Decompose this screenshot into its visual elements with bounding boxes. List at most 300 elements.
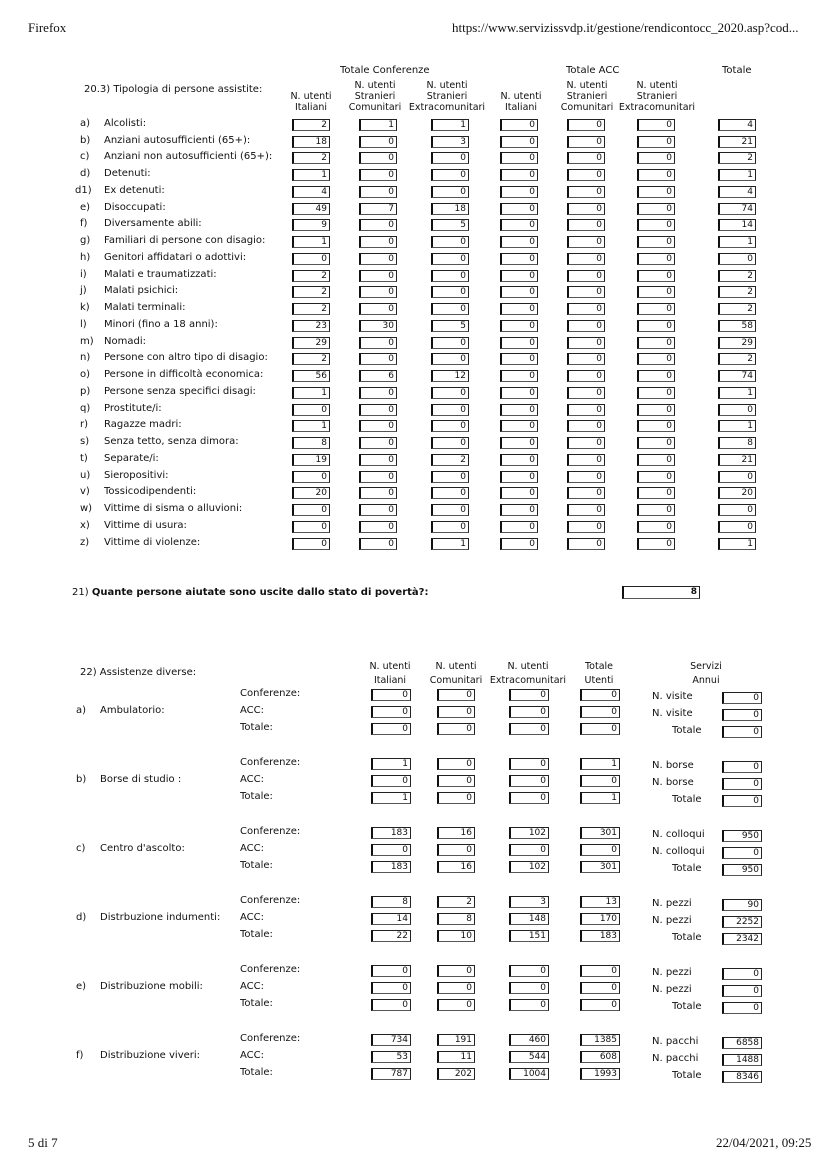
count-field[interactable]: 0 bbox=[371, 844, 411, 856]
count-field[interactable]: 0 bbox=[431, 303, 469, 315]
total-field: 2 bbox=[718, 152, 756, 164]
annual-services-field: 2342 bbox=[722, 933, 762, 945]
count-field[interactable]: 8 bbox=[437, 913, 475, 925]
count-field[interactable]: 0 bbox=[292, 404, 330, 416]
count-field[interactable]: 0 bbox=[371, 982, 411, 994]
count-field[interactable]: 0 bbox=[567, 219, 605, 231]
count-field[interactable]: 0 bbox=[500, 119, 538, 131]
count-field[interactable]: 0 bbox=[567, 286, 605, 298]
count-field[interactable]: 0 bbox=[567, 387, 605, 399]
count-field[interactable]: 0 bbox=[637, 219, 675, 231]
count-field[interactable]: 0 bbox=[437, 965, 475, 977]
count-field: 1 bbox=[371, 792, 411, 804]
row-code: v) bbox=[80, 486, 90, 498]
count-field[interactable]: 0 bbox=[371, 689, 411, 701]
count-field[interactable]: 0 bbox=[431, 152, 469, 164]
row-label: Alcolisti: bbox=[104, 118, 147, 129]
annual-services-field[interactable]: 0 bbox=[722, 778, 762, 790]
total-users-field[interactable]: 170 bbox=[580, 913, 620, 925]
count-field[interactable]: 0 bbox=[567, 337, 605, 349]
column-header-line: Stranieri bbox=[354, 91, 396, 102]
count-field[interactable]: 1 bbox=[431, 538, 469, 550]
count-field[interactable]: 0 bbox=[431, 286, 469, 298]
row-label: Tossicodipendenti: bbox=[104, 486, 197, 498]
count-field[interactable]: 0 bbox=[637, 286, 675, 298]
total-label: Totale bbox=[672, 863, 702, 874]
page-number: 5 di 7 bbox=[28, 1135, 58, 1150]
total-users-field: 1 bbox=[580, 792, 620, 804]
total-field: 2 bbox=[718, 286, 756, 298]
count-field[interactable]: 0 bbox=[567, 320, 605, 332]
count-field[interactable]: 0 bbox=[359, 286, 397, 298]
row-code: w) bbox=[80, 503, 93, 515]
count-field[interactable]: 0 bbox=[500, 404, 538, 416]
count-field[interactable]: 0 bbox=[567, 270, 605, 282]
count-field[interactable]: 0 bbox=[359, 504, 397, 516]
count-field[interactable]: 0 bbox=[637, 337, 675, 349]
count-field[interactable]: 7 bbox=[359, 203, 397, 215]
unit-label: N. colloqui bbox=[652, 846, 705, 857]
count-field[interactable]: 0 bbox=[500, 203, 538, 215]
row-label: Sieropositivi: bbox=[104, 469, 169, 481]
total-users-field: 183 bbox=[580, 930, 620, 942]
count-field[interactable]: 734 bbox=[371, 1034, 411, 1046]
group-header-totale: Totale bbox=[722, 65, 752, 76]
row-label: Persone senza specifici disagi: bbox=[104, 385, 256, 397]
row-type-label: Conferenze: bbox=[240, 826, 301, 837]
count-field[interactable]: 0 bbox=[637, 136, 675, 148]
unit-label: N. pezzi bbox=[652, 984, 692, 995]
count-field: 151 bbox=[509, 930, 549, 942]
count-field[interactable]: 0 bbox=[359, 538, 397, 550]
count-field[interactable]: 0 bbox=[500, 169, 538, 181]
annual-services-field[interactable]: 90 bbox=[722, 899, 762, 911]
count-field[interactable]: 0 bbox=[567, 404, 605, 416]
count-field[interactable]: 0 bbox=[359, 387, 397, 399]
column-header-line: Comunitari bbox=[560, 102, 614, 113]
count-field[interactable]: 0 bbox=[292, 253, 330, 265]
count-field[interactable]: 0 bbox=[359, 152, 397, 164]
count-field[interactable]: 0 bbox=[500, 437, 538, 449]
count-field[interactable]: 0 bbox=[431, 169, 469, 181]
count-field[interactable]: 0 bbox=[431, 353, 469, 365]
count-field[interactable]: 0 bbox=[567, 236, 605, 248]
count-field[interactable]: 0 bbox=[637, 387, 675, 399]
count-field[interactable]: 0 bbox=[567, 521, 605, 533]
group-name: Borse di studio : bbox=[100, 774, 182, 785]
count-field[interactable]: 12 bbox=[431, 370, 469, 382]
total-users-field[interactable]: 13 bbox=[580, 896, 620, 908]
count-field[interactable]: 5 bbox=[431, 219, 469, 231]
column-header-line: Italiani bbox=[294, 102, 328, 113]
count-field[interactable]: 0 bbox=[431, 521, 469, 533]
count-field[interactable]: 0 bbox=[359, 219, 397, 231]
count-field[interactable]: 0 bbox=[500, 471, 538, 483]
count-field[interactable]: 0 bbox=[500, 186, 538, 198]
count-field[interactable]: 0 bbox=[637, 236, 675, 248]
count-field: 183 bbox=[371, 861, 411, 873]
column-header-line: Stranieri bbox=[636, 91, 678, 102]
count-field[interactable]: 0 bbox=[567, 119, 605, 131]
row-code: d) bbox=[80, 168, 91, 180]
row-code: t) bbox=[80, 452, 88, 464]
count-field[interactable]: 8 bbox=[292, 437, 330, 449]
row-label: Anziani non autosufficienti (65+): bbox=[104, 151, 273, 163]
unit-label: N. pezzi bbox=[652, 915, 692, 926]
count-field[interactable]: 0 bbox=[431, 487, 469, 499]
unit-label: N. visite bbox=[652, 708, 693, 719]
count-field[interactable]: 30 bbox=[359, 320, 397, 332]
count-field[interactable]: 0 bbox=[437, 689, 475, 701]
count-field[interactable]: 0 bbox=[500, 270, 538, 282]
row-type-label: ACC: bbox=[240, 774, 264, 785]
count-field[interactable]: 0 bbox=[637, 404, 675, 416]
column-header-line: N. utenti bbox=[435, 661, 477, 672]
count-field: 22 bbox=[371, 930, 411, 942]
count-field[interactable]: 0 bbox=[567, 454, 605, 466]
total-users-field[interactable]: 0 bbox=[580, 706, 620, 718]
count-field[interactable]: 0 bbox=[359, 487, 397, 499]
count-field[interactable]: 0 bbox=[567, 152, 605, 164]
count-field[interactable]: 56 bbox=[292, 370, 330, 382]
count-field[interactable]: 0 bbox=[637, 437, 675, 449]
question-number: 21) bbox=[72, 587, 89, 598]
annual-services-field[interactable]: 0 bbox=[722, 761, 762, 773]
count-field[interactable]: 0 bbox=[637, 420, 675, 432]
column-header-line: N. utenti bbox=[290, 91, 332, 102]
count-field[interactable]: 0 bbox=[431, 270, 469, 282]
count-field[interactable]: 0 bbox=[431, 387, 469, 399]
count-field[interactable]: 53 bbox=[371, 1051, 411, 1063]
count-field[interactable]: 1 bbox=[359, 119, 397, 131]
total-users-field[interactable]: 1 bbox=[580, 758, 620, 770]
total-users-field[interactable]: 0 bbox=[580, 844, 620, 856]
annual-services-field[interactable]: 0 bbox=[722, 692, 762, 704]
count-field[interactable]: 2 bbox=[292, 353, 330, 365]
count-field[interactable]: 0 bbox=[359, 236, 397, 248]
annual-services-field[interactable]: 1488 bbox=[722, 1054, 762, 1066]
total-users-field[interactable]: 1385 bbox=[580, 1034, 620, 1046]
count-field[interactable]: 0 bbox=[359, 454, 397, 466]
count-field[interactable]: 2 bbox=[292, 303, 330, 315]
count-field[interactable]: 0 bbox=[371, 775, 411, 787]
count-field[interactable]: 29 bbox=[292, 337, 330, 349]
annual-services-field[interactable]: 0 bbox=[722, 709, 762, 721]
count-field[interactable]: 5 bbox=[431, 320, 469, 332]
count-field[interactable]: 0 bbox=[567, 487, 605, 499]
total-users-field: 1993 bbox=[580, 1068, 620, 1080]
count-field[interactable]: 49 bbox=[292, 203, 330, 215]
count-field[interactable]: 0 bbox=[637, 504, 675, 516]
total-field: 1 bbox=[718, 420, 756, 432]
count-field[interactable]: 0 bbox=[431, 337, 469, 349]
count-field[interactable]: 1 bbox=[292, 236, 330, 248]
count-field[interactable]: 0 bbox=[431, 471, 469, 483]
count-field[interactable]: 0 bbox=[359, 420, 397, 432]
count-field[interactable]: 0 bbox=[567, 186, 605, 198]
annual-services-field[interactable]: 0 bbox=[722, 968, 762, 980]
count-field: 0 bbox=[437, 999, 475, 1011]
total-users-field: 0 bbox=[580, 723, 620, 735]
count-field[interactable]: 0 bbox=[359, 303, 397, 315]
count-field[interactable]: 0 bbox=[500, 370, 538, 382]
count-field[interactable]: 0 bbox=[371, 965, 411, 977]
row-code: a) bbox=[80, 118, 91, 129]
count-field[interactable]: 0 bbox=[437, 758, 475, 770]
count-field[interactable]: 19 bbox=[292, 454, 330, 466]
count-field[interactable]: 183 bbox=[371, 827, 411, 839]
count-field[interactable]: 0 bbox=[292, 538, 330, 550]
unit-label: N. borse bbox=[652, 760, 694, 771]
count-field: 787 bbox=[371, 1068, 411, 1080]
count-field[interactable]: 1 bbox=[371, 758, 411, 770]
count-field[interactable]: 0 bbox=[637, 152, 675, 164]
count-field[interactable]: 0 bbox=[567, 504, 605, 516]
count-field[interactable]: 0 bbox=[359, 270, 397, 282]
total-field: 0 bbox=[718, 521, 756, 533]
count-field[interactable]: 0 bbox=[637, 119, 675, 131]
column-header-line: N. utenti bbox=[426, 80, 468, 91]
count-field[interactable]: 0 bbox=[431, 253, 469, 265]
row-label: Vittime di violenze: bbox=[104, 536, 201, 548]
count-field[interactable]: 20 bbox=[292, 487, 330, 499]
count-field[interactable]: 0 bbox=[437, 844, 475, 856]
group-code: c) bbox=[76, 843, 86, 854]
group-name: Distrbuzione indumenti: bbox=[100, 912, 221, 923]
count-field[interactable]: 0 bbox=[431, 186, 469, 198]
count-field[interactable]: 16 bbox=[437, 827, 475, 839]
annual-services-field[interactable]: 6858 bbox=[722, 1037, 762, 1049]
count-field[interactable]: 0 bbox=[500, 337, 538, 349]
count-field[interactable]: 0 bbox=[509, 982, 549, 994]
count-field[interactable]: 0 bbox=[292, 504, 330, 516]
count-field[interactable]: 0 bbox=[500, 286, 538, 298]
count-field[interactable]: 0 bbox=[431, 404, 469, 416]
group-header-conferenze: Totale Conferenze bbox=[340, 65, 430, 76]
unit-label: N. visite bbox=[652, 691, 693, 702]
count-field[interactable]: 0 bbox=[500, 236, 538, 248]
count-field[interactable]: 0 bbox=[637, 169, 675, 181]
count-field[interactable]: 0 bbox=[637, 471, 675, 483]
count-field[interactable]: 0 bbox=[500, 253, 538, 265]
count-field[interactable]: 0 bbox=[567, 538, 605, 550]
row-code: c) bbox=[80, 151, 90, 163]
count-field[interactable]: 2 bbox=[431, 454, 469, 466]
count-field[interactable]: 1 bbox=[292, 420, 330, 432]
count-field[interactable]: 8 bbox=[371, 896, 411, 908]
total-field: 21 bbox=[718, 136, 756, 148]
count-field[interactable]: 18 bbox=[292, 136, 330, 148]
row-label: Malati e traumatizzati: bbox=[104, 268, 217, 280]
count-field[interactable]: 0 bbox=[637, 253, 675, 265]
column-header-line: Italiani bbox=[504, 102, 538, 113]
count-field[interactable]: 0 bbox=[637, 487, 675, 499]
count-field[interactable]: 9 bbox=[292, 219, 330, 231]
count-field[interactable]: 0 bbox=[509, 844, 549, 856]
count-field[interactable]: 0 bbox=[509, 775, 549, 787]
count-field[interactable]: 0 bbox=[500, 303, 538, 315]
count-field[interactable]: 0 bbox=[500, 454, 538, 466]
count-field[interactable]: 0 bbox=[500, 387, 538, 399]
unit-label: N. pezzi bbox=[652, 898, 692, 909]
count-field[interactable]: 0 bbox=[500, 487, 538, 499]
row-code: z) bbox=[80, 536, 90, 548]
count-field[interactable]: 0 bbox=[431, 236, 469, 248]
row-type-label: Totale: bbox=[240, 998, 273, 1009]
annual-services-field[interactable]: 2252 bbox=[722, 916, 762, 928]
total-field: 14 bbox=[718, 219, 756, 231]
count-field: 0 bbox=[509, 723, 549, 735]
row-code: k) bbox=[80, 302, 90, 314]
count-field[interactable]: 14 bbox=[371, 913, 411, 925]
count-field[interactable]: 0 bbox=[567, 471, 605, 483]
poverty-exit-field[interactable]: 8 bbox=[622, 586, 700, 599]
count-field[interactable]: 0 bbox=[431, 420, 469, 432]
count-field[interactable]: 0 bbox=[637, 521, 675, 533]
count-field[interactable]: 1 bbox=[292, 387, 330, 399]
total-users-field[interactable]: 301 bbox=[580, 827, 620, 839]
count-field[interactable]: 0 bbox=[500, 420, 538, 432]
row-type-label: Totale: bbox=[240, 722, 273, 733]
count-field[interactable]: 0 bbox=[500, 320, 538, 332]
count-field[interactable]: 460 bbox=[509, 1034, 549, 1046]
row-label: Anziani autosufficienti (65+): bbox=[104, 134, 251, 146]
count-field[interactable]: 6 bbox=[359, 370, 397, 382]
count-field[interactable]: 2 bbox=[292, 119, 330, 131]
count-field[interactable]: 18 bbox=[431, 203, 469, 215]
count-field[interactable]: 0 bbox=[637, 270, 675, 282]
column-header-line: Stranieri bbox=[426, 91, 468, 102]
total-users-field[interactable]: 0 bbox=[580, 775, 620, 787]
count-field[interactable]: 0 bbox=[637, 370, 675, 382]
row-label: Prostitute/i: bbox=[104, 402, 162, 414]
count-field[interactable]: 0 bbox=[500, 538, 538, 550]
count-field[interactable]: 0 bbox=[292, 471, 330, 483]
count-field[interactable]: 11 bbox=[437, 1051, 475, 1063]
total-users-field[interactable]: 0 bbox=[580, 982, 620, 994]
row-type-label: Totale: bbox=[240, 791, 273, 802]
annual-services-field[interactable]: 0 bbox=[722, 847, 762, 859]
count-field[interactable]: 0 bbox=[500, 353, 538, 365]
count-field[interactable]: 0 bbox=[567, 437, 605, 449]
count-field[interactable]: 0 bbox=[359, 169, 397, 181]
count-field[interactable]: 0 bbox=[359, 404, 397, 416]
count-field[interactable]: 0 bbox=[567, 420, 605, 432]
column-header-line: Comunitari bbox=[429, 675, 483, 686]
total-users-field[interactable]: 0 bbox=[580, 965, 620, 977]
section-title: 20.3) Tipologia di persone assistite: bbox=[84, 84, 263, 95]
count-field[interactable]: 0 bbox=[437, 982, 475, 994]
count-field[interactable]: 0 bbox=[500, 152, 538, 164]
column-header-line: N. utenti bbox=[636, 80, 678, 91]
total-label: Totale bbox=[672, 932, 702, 943]
count-field[interactable]: 102 bbox=[509, 827, 549, 839]
count-field[interactable]: 0 bbox=[359, 437, 397, 449]
count-field[interactable]: 0 bbox=[509, 965, 549, 977]
count-field[interactable]: 0 bbox=[637, 353, 675, 365]
count-field[interactable]: 0 bbox=[359, 521, 397, 533]
count-field[interactable]: 2 bbox=[292, 270, 330, 282]
count-field[interactable]: 0 bbox=[437, 775, 475, 787]
count-field[interactable]: 0 bbox=[637, 454, 675, 466]
row-code: l) bbox=[80, 318, 87, 330]
total-users-field[interactable]: 608 bbox=[580, 1051, 620, 1063]
total-field: 74 bbox=[718, 370, 756, 382]
count-field[interactable]: 0 bbox=[509, 689, 549, 701]
count-field[interactable]: 2 bbox=[437, 896, 475, 908]
row-type-label: ACC: bbox=[240, 1050, 264, 1061]
count-field[interactable]: 0 bbox=[509, 706, 549, 718]
total-label: Totale bbox=[672, 1001, 702, 1012]
count-field[interactable]: 0 bbox=[637, 320, 675, 332]
count-field[interactable]: 0 bbox=[567, 203, 605, 215]
group-header-acc: Totale ACC bbox=[566, 65, 620, 76]
count-field[interactable]: 0 bbox=[431, 504, 469, 516]
count-field[interactable]: 23 bbox=[292, 320, 330, 332]
annual-services-field: 8346 bbox=[722, 1071, 762, 1083]
count-field[interactable]: 0 bbox=[567, 253, 605, 265]
row-label: Persone con altro tipo di disagio: bbox=[104, 352, 268, 364]
count-field[interactable]: 0 bbox=[359, 253, 397, 265]
count-field[interactable]: 191 bbox=[437, 1034, 475, 1046]
count-field[interactable]: 544 bbox=[509, 1051, 549, 1063]
annual-services-field[interactable]: 950 bbox=[722, 830, 762, 842]
count-field[interactable]: 0 bbox=[637, 538, 675, 550]
count-field[interactable]: 1 bbox=[431, 119, 469, 131]
count-field[interactable]: 3 bbox=[431, 136, 469, 148]
count-field[interactable]: 0 bbox=[567, 136, 605, 148]
count-field[interactable]: 0 bbox=[292, 521, 330, 533]
annual-services-field[interactable]: 0 bbox=[722, 985, 762, 997]
column-header-line: N. utenti bbox=[369, 661, 411, 672]
count-field[interactable]: 4 bbox=[292, 186, 330, 198]
count-field[interactable]: 0 bbox=[509, 758, 549, 770]
count-field[interactable]: 0 bbox=[359, 186, 397, 198]
count-field[interactable]: 0 bbox=[437, 706, 475, 718]
total-users-field[interactable]: 0 bbox=[580, 689, 620, 701]
count-field[interactable]: 0 bbox=[371, 706, 411, 718]
count-field[interactable]: 0 bbox=[567, 169, 605, 181]
count-field[interactable]: 0 bbox=[567, 353, 605, 365]
count-field[interactable]: 0 bbox=[500, 136, 538, 148]
row-code: i) bbox=[80, 268, 87, 280]
count-field[interactable]: 3 bbox=[509, 896, 549, 908]
count-field[interactable]: 2 bbox=[292, 286, 330, 298]
count-field[interactable]: 0 bbox=[567, 303, 605, 315]
row-code: e) bbox=[80, 201, 91, 213]
count-field[interactable]: 0 bbox=[637, 303, 675, 315]
group-name: Distribuzione mobili: bbox=[100, 981, 203, 992]
count-field[interactable]: 0 bbox=[359, 136, 397, 148]
count-field[interactable]: 0 bbox=[359, 353, 397, 365]
count-field[interactable]: 2 bbox=[292, 152, 330, 164]
count-field[interactable]: 0 bbox=[359, 337, 397, 349]
row-code: u) bbox=[80, 469, 91, 481]
total-field: 58 bbox=[718, 320, 756, 332]
count-field[interactable]: 0 bbox=[637, 186, 675, 198]
count-field[interactable]: 0 bbox=[359, 471, 397, 483]
count-field[interactable]: 0 bbox=[567, 370, 605, 382]
row-label: Malati terminali: bbox=[104, 302, 186, 314]
row-type-label: Totale: bbox=[240, 929, 273, 940]
count-field[interactable]: 0 bbox=[637, 203, 675, 215]
count-field[interactable]: 1 bbox=[292, 169, 330, 181]
count-field[interactable]: 0 bbox=[500, 521, 538, 533]
count-field[interactable]: 148 bbox=[509, 913, 549, 925]
count-field[interactable]: 0 bbox=[500, 504, 538, 516]
count-field[interactable]: 0 bbox=[431, 437, 469, 449]
count-field[interactable]: 0 bbox=[500, 219, 538, 231]
